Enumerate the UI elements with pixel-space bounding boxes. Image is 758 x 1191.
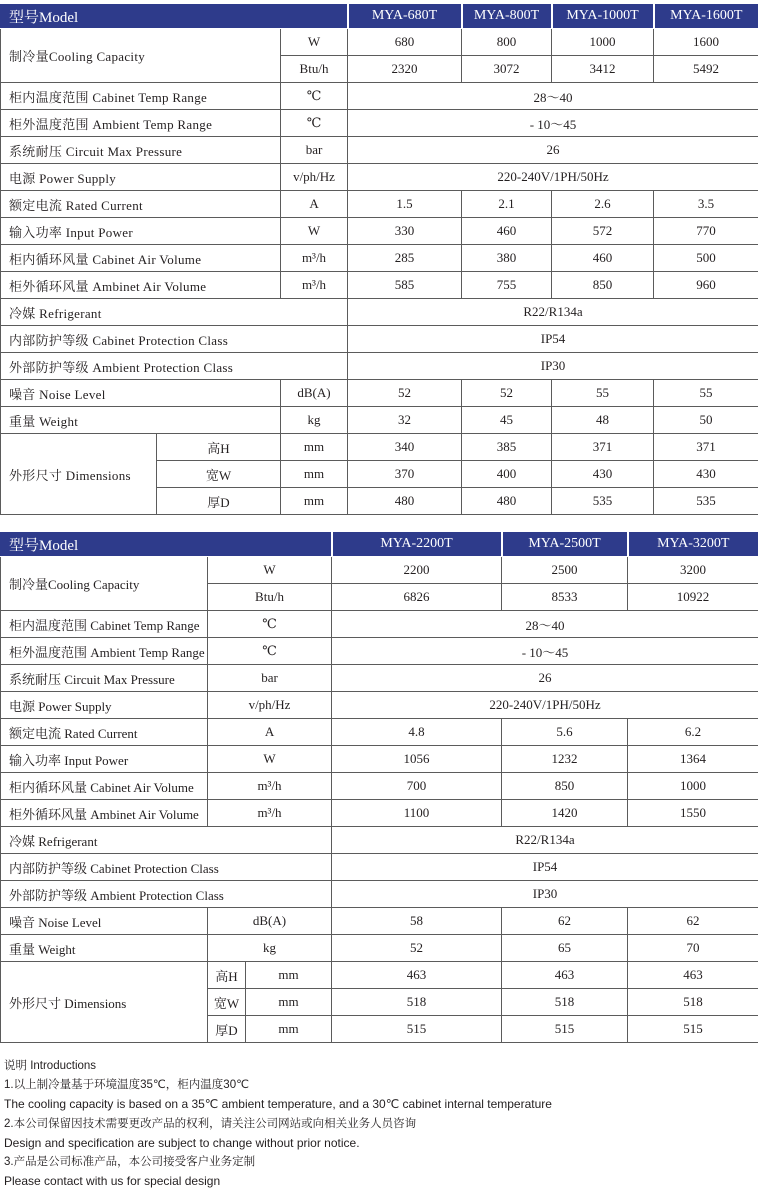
table-row bbox=[1, 800, 758, 827]
value-cell: R22/R134a bbox=[348, 299, 758, 326]
unit-cell: v/ph/Hz bbox=[281, 164, 348, 191]
value-cell: 2200 bbox=[332, 557, 502, 584]
table-row bbox=[1, 272, 758, 299]
table-row bbox=[1, 665, 758, 692]
value-cell: 48 bbox=[552, 407, 654, 434]
row-label-ambient-temp: 柜外温度范围 Ambient Temp Range bbox=[1, 110, 281, 137]
value-cell: 480 bbox=[348, 488, 462, 515]
row-label-ambient-temp: 柜外温度范围 Ambient Temp Range bbox=[1, 638, 208, 665]
value-cell: 380 bbox=[462, 245, 552, 272]
value-cell: 340 bbox=[348, 434, 462, 461]
row-label-ambient-protection: 外部防护等级 Ambient Protection Class bbox=[1, 353, 348, 380]
row-label-weight: 重量 Weight bbox=[1, 407, 281, 434]
value-cell: 463 bbox=[332, 962, 502, 989]
row-label-ambient-air: 柜外循环风量 Ambinet Air Volume bbox=[1, 800, 208, 827]
value-cell: 385 bbox=[462, 434, 552, 461]
value-cell: 850 bbox=[552, 272, 654, 299]
value-cell: 5.6 bbox=[502, 719, 628, 746]
table-header-row bbox=[1, 4, 758, 29]
value-cell: 55 bbox=[552, 380, 654, 407]
value-cell: 535 bbox=[654, 488, 758, 515]
model-header-label: 型号Model bbox=[1, 4, 348, 29]
value-cell: 3200 bbox=[628, 557, 758, 584]
value-cell: 515 bbox=[332, 1016, 502, 1043]
value-cell: 370 bbox=[348, 461, 462, 488]
unit-cell: mm bbox=[281, 461, 348, 488]
table-row bbox=[1, 137, 758, 164]
table-row bbox=[1, 908, 758, 935]
value-cell: 52 bbox=[348, 380, 462, 407]
value-cell: 1000 bbox=[552, 29, 654, 56]
table-row bbox=[1, 164, 758, 191]
value-cell: 8533 bbox=[502, 584, 628, 611]
value-cell: 1056 bbox=[332, 746, 502, 773]
value-cell: 2.6 bbox=[552, 191, 654, 218]
value-cell: 220-240V/1PH/50Hz bbox=[332, 692, 758, 719]
unit-cell: kg bbox=[281, 407, 348, 434]
value-cell: 800 bbox=[462, 29, 552, 56]
table-row bbox=[1, 935, 758, 962]
value-cell: 535 bbox=[552, 488, 654, 515]
value-cell: 2.1 bbox=[462, 191, 552, 218]
unit-cell: mm bbox=[246, 989, 332, 1016]
value-cell: 26 bbox=[332, 665, 758, 692]
row-label-ambient-protection: 外部防护等级 Ambient Protection Class bbox=[1, 881, 332, 908]
value-cell: 1420 bbox=[502, 800, 628, 827]
value-cell: 960 bbox=[654, 272, 758, 299]
value-cell: 10922 bbox=[628, 584, 758, 611]
value-cell: 5492 bbox=[654, 56, 758, 83]
row-label-current: 额定电流 Rated Current bbox=[1, 719, 208, 746]
value-cell: 700 bbox=[332, 773, 502, 800]
row-label-input-power: 输入功率 Input Power bbox=[1, 218, 281, 245]
value-cell: 2320 bbox=[348, 56, 462, 83]
notes-title: 说明 Introductions bbox=[4, 1057, 754, 1076]
value-cell: 4.8 bbox=[332, 719, 502, 746]
unit-cell: A bbox=[281, 191, 348, 218]
table-row bbox=[1, 191, 758, 218]
row-label-cabinet-temp: 柜内温度范围 Cabinet Temp Range bbox=[1, 611, 208, 638]
unit-cell: m³/h bbox=[281, 272, 348, 299]
value-cell: 371 bbox=[552, 434, 654, 461]
note-line: 3.产品是公司标准产品，本公司接受客户业务定制 bbox=[4, 1153, 754, 1172]
row-label-cabinet-protection: 内部防护等级 Cabinet Protection Class bbox=[1, 854, 332, 881]
table-row bbox=[1, 557, 758, 584]
value-cell: 55 bbox=[654, 380, 758, 407]
value-cell: 518 bbox=[628, 989, 758, 1016]
value-cell: 1232 bbox=[502, 746, 628, 773]
value-cell: R22/R134a bbox=[332, 827, 758, 854]
table-row bbox=[1, 326, 758, 353]
unit-cell: Btu/h bbox=[281, 56, 348, 83]
value-cell: 52 bbox=[332, 935, 502, 962]
value-cell: 65 bbox=[502, 935, 628, 962]
note-line: 2.本公司保留因技术需要更改产品的权利，请关注公司网站或向相关业务人员咨询 bbox=[4, 1115, 754, 1134]
value-cell: 62 bbox=[628, 908, 758, 935]
row-label-cabinet-temp: 柜内温度范围 Cabinet Temp Range bbox=[1, 83, 281, 110]
unit-cell: m³/h bbox=[208, 773, 332, 800]
note-line: 1.以上制冷量基于环境温度35℃，柜内温度30℃ bbox=[4, 1076, 754, 1095]
value-cell: 850 bbox=[502, 773, 628, 800]
unit-cell: A bbox=[208, 719, 332, 746]
model-name: MYA-800T bbox=[462, 4, 552, 29]
value-cell: 50 bbox=[654, 407, 758, 434]
row-label-pressure: 系统耐压 Circuit Max Pressure bbox=[1, 137, 281, 164]
unit-cell: m³/h bbox=[208, 800, 332, 827]
value-cell: 680 bbox=[348, 29, 462, 56]
value-cell: 518 bbox=[502, 989, 628, 1016]
unit-cell: ℃ bbox=[281, 83, 348, 110]
row-label-power-supply: 电源 Power Supply bbox=[1, 164, 281, 191]
table-row bbox=[1, 110, 758, 137]
value-cell: 26 bbox=[348, 137, 758, 164]
unit-cell: mm bbox=[246, 1016, 332, 1043]
model-name: MYA-680T bbox=[348, 4, 462, 29]
table-row bbox=[1, 611, 758, 638]
unit-cell: W bbox=[281, 218, 348, 245]
value-cell: 463 bbox=[628, 962, 758, 989]
value-cell: - 10～45 bbox=[348, 110, 758, 137]
value-cell: 32 bbox=[348, 407, 462, 434]
dimension-label: 宽W bbox=[208, 989, 246, 1016]
value-cell: 515 bbox=[502, 1016, 628, 1043]
value-cell: 585 bbox=[348, 272, 462, 299]
value-cell: - 10～45 bbox=[332, 638, 758, 665]
table-row bbox=[1, 827, 758, 854]
table-row bbox=[1, 380, 758, 407]
unit-cell: ℃ bbox=[281, 110, 348, 137]
row-label-cabinet-protection: 内部防护等级 Cabinet Protection Class bbox=[1, 326, 348, 353]
table-row bbox=[1, 773, 758, 800]
unit-cell: dB(A) bbox=[208, 908, 332, 935]
model-name: MYA-2200T bbox=[332, 532, 502, 557]
note-line: Please contact with us for special design bbox=[4, 1172, 754, 1191]
value-cell: 430 bbox=[552, 461, 654, 488]
model-name: MYA-3200T bbox=[628, 532, 758, 557]
unit-cell: Btu/h bbox=[208, 584, 332, 611]
row-label-pressure: 系统耐压 Circuit Max Pressure bbox=[1, 665, 208, 692]
unit-cell: mm bbox=[281, 488, 348, 515]
value-cell: 285 bbox=[348, 245, 462, 272]
value-cell: 430 bbox=[654, 461, 758, 488]
value-cell: 6.2 bbox=[628, 719, 758, 746]
value-cell: 62 bbox=[502, 908, 628, 935]
value-cell: 460 bbox=[462, 218, 552, 245]
unit-cell: kg bbox=[208, 935, 332, 962]
row-label-refrigerant: 冷媒 Refrigerant bbox=[1, 827, 332, 854]
table-row bbox=[1, 353, 758, 380]
value-cell: 463 bbox=[502, 962, 628, 989]
unit-cell: ℃ bbox=[208, 611, 332, 638]
value-cell: 371 bbox=[654, 434, 758, 461]
row-label-weight: 重量 Weight bbox=[1, 935, 208, 962]
value-cell: 1.5 bbox=[348, 191, 462, 218]
spec-table-1 bbox=[0, 3, 758, 515]
value-cell: 70 bbox=[628, 935, 758, 962]
value-cell: 330 bbox=[348, 218, 462, 245]
unit-cell: W bbox=[281, 29, 348, 56]
note-line: The cooling capacity is based on a 35℃ ambient temperature, and a 30℃ cabinet internal temperature bbox=[4, 1095, 754, 1114]
table-row bbox=[1, 245, 758, 272]
row-label-cooling: 制冷量Cooling Capacity bbox=[1, 557, 208, 611]
unit-cell: mm bbox=[246, 962, 332, 989]
row-label-refrigerant: 冷媒 Refrigerant bbox=[1, 299, 348, 326]
value-cell: 3072 bbox=[462, 56, 552, 83]
table-row bbox=[1, 881, 758, 908]
row-label-noise: 噪音 Noise Level bbox=[1, 908, 208, 935]
value-cell: 1100 bbox=[332, 800, 502, 827]
value-cell: 6826 bbox=[332, 584, 502, 611]
row-label-ambient-air: 柜外循环风量 Ambinet Air Volume bbox=[1, 272, 281, 299]
value-cell: 220-240V/1PH/50Hz bbox=[348, 164, 758, 191]
value-cell: 45 bbox=[462, 407, 552, 434]
model-header-label: 型号Model bbox=[1, 532, 332, 557]
dimension-label: 高H bbox=[157, 434, 281, 461]
table-row bbox=[1, 854, 758, 881]
model-name: MYA-1000T bbox=[552, 4, 654, 29]
dimension-label: 厚D bbox=[208, 1016, 246, 1043]
dimension-label: 高H bbox=[208, 962, 246, 989]
table-row bbox=[1, 407, 758, 434]
dimension-label: 厚D bbox=[157, 488, 281, 515]
unit-cell: W bbox=[208, 746, 332, 773]
value-cell: 500 bbox=[654, 245, 758, 272]
table-row bbox=[1, 719, 758, 746]
unit-cell: m³/h bbox=[281, 245, 348, 272]
table-row bbox=[1, 299, 758, 326]
row-label-input-power: 输入功率 Input Power bbox=[1, 746, 208, 773]
row-label-cooling: 制冷量Cooling Capacity bbox=[1, 29, 281, 83]
value-cell: 28～40 bbox=[348, 83, 758, 110]
value-cell: IP30 bbox=[348, 353, 758, 380]
table-row bbox=[1, 962, 758, 989]
row-label-current: 额定电流 Rated Current bbox=[1, 191, 281, 218]
value-cell: 480 bbox=[462, 488, 552, 515]
value-cell: 770 bbox=[654, 218, 758, 245]
value-cell: 572 bbox=[552, 218, 654, 245]
table-row bbox=[1, 746, 758, 773]
row-label-noise: 噪音 Noise Level bbox=[1, 380, 281, 407]
row-label-power-supply: 电源 Power Supply bbox=[1, 692, 208, 719]
value-cell: 515 bbox=[628, 1016, 758, 1043]
unit-cell: W bbox=[208, 557, 332, 584]
model-name: MYA-1600T bbox=[654, 4, 758, 29]
table-header-row bbox=[1, 532, 758, 557]
value-cell: 2500 bbox=[502, 557, 628, 584]
dimension-label: 宽W bbox=[157, 461, 281, 488]
value-cell: IP30 bbox=[332, 881, 758, 908]
unit-cell: mm bbox=[281, 434, 348, 461]
value-cell: 755 bbox=[462, 272, 552, 299]
value-cell: 3412 bbox=[552, 56, 654, 83]
row-label-dimensions: 外形尺寸 Dimensions bbox=[1, 962, 208, 1043]
note-line: Design and specification are subject to change without prior notice. bbox=[4, 1134, 754, 1153]
table-row bbox=[1, 218, 758, 245]
table-row bbox=[1, 638, 758, 665]
value-cell: 58 bbox=[332, 908, 502, 935]
value-cell: 1000 bbox=[628, 773, 758, 800]
value-cell: IP54 bbox=[348, 326, 758, 353]
value-cell: 1600 bbox=[654, 29, 758, 56]
unit-cell: dB(A) bbox=[281, 380, 348, 407]
value-cell: 400 bbox=[462, 461, 552, 488]
table-row bbox=[1, 434, 758, 461]
unit-cell: bar bbox=[281, 137, 348, 164]
value-cell: 1550 bbox=[628, 800, 758, 827]
unit-cell: bar bbox=[208, 665, 332, 692]
row-label-cabinet-air: 柜内循环风量 Cabinet Air Volume bbox=[1, 773, 208, 800]
row-label-dimensions: 外形尺寸 Dimensions bbox=[1, 434, 157, 515]
table-row bbox=[1, 692, 758, 719]
value-cell: IP54 bbox=[332, 854, 758, 881]
value-cell: 1364 bbox=[628, 746, 758, 773]
value-cell: 3.5 bbox=[654, 191, 758, 218]
model-name: MYA-2500T bbox=[502, 532, 628, 557]
unit-cell: ℃ bbox=[208, 638, 332, 665]
table-row bbox=[1, 83, 758, 110]
spec-table-2 bbox=[0, 531, 758, 1043]
value-cell: 518 bbox=[332, 989, 502, 1016]
value-cell: 460 bbox=[552, 245, 654, 272]
row-label-cabinet-air: 柜内循环风量 Cabinet Air Volume bbox=[1, 245, 281, 272]
table-row bbox=[1, 29, 758, 56]
value-cell: 28～40 bbox=[332, 611, 758, 638]
value-cell: 52 bbox=[462, 380, 552, 407]
unit-cell: v/ph/Hz bbox=[208, 692, 332, 719]
notes-section bbox=[4, 1057, 754, 1191]
